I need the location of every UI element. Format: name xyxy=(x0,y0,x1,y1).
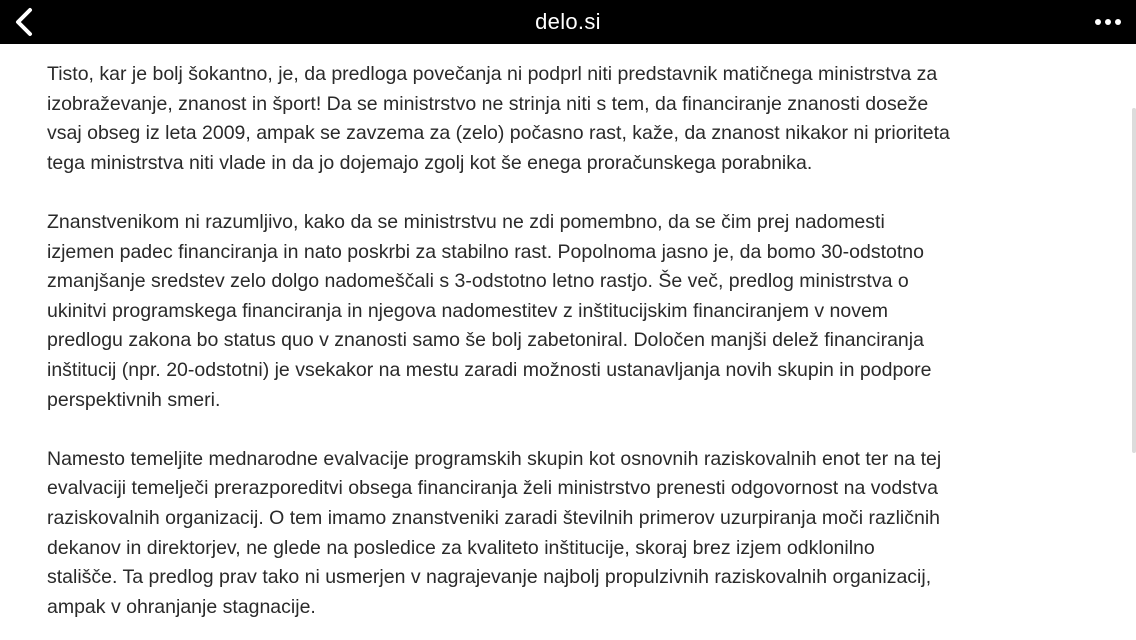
article-paragraph: Namesto temeljite mednarodne evalvacije programskih skupin kot osnovnih raziskovalnih enot ter na tej evalvaciji temelječi prerazporeditvi obsega financiranja želi ministrstvo prenesti odgovornost na vodstva raziskovalnih organizacij. O tem imamo znanstveniki zaradi številnih primerov uzurpiranja moči različnih dekanov in direktorjev, ne glede na posledice za kvaliteto inštitucije, skoraj brez izjem odklonilno stališče. Ta predlog prav tako ni usmerjen v nagrajevanje najbolj propulzivnih raziskovalnih organizacij, ampak v ohranjanje stagnacije. xyxy=(47,447,942,618)
scrollbar[interactable] xyxy=(1132,108,1136,453)
article-paragraph: Znanstvenikom ni razumljivo, kako da se ministrstvu ne zdi pomembno, da se čim prej nadomesti izjemen padec financiranja in nato poskrbi za stabilno rast. Popolnoma jasno je, da bomo 30-odstotno zmanjšanje sredstev zelo dolgo nadomeščali s 3-odstotno letno rastjo. Še več, predlog ministrstva o ukinitvi programskega financiranja in njegova nadomestitev z inštitucijskim financiranjem v novem predlogu zakona bo status quo v znanosti samo še bolj zabetoniral. Določen manjši delež financiranja inštitucij (npr. 20-odstotni) je vsekakor na mestu zaradi možnosti ustanavljanja novih skupin in podpore perspektivnih smeri. xyxy=(47,210,932,411)
browser-top-bar xyxy=(0,0,1136,44)
more-dots-icon xyxy=(1115,19,1121,25)
article-content[interactable] xyxy=(0,44,1136,640)
more-dots-icon xyxy=(1095,19,1101,25)
more-options-button[interactable] xyxy=(1080,0,1136,44)
site-title: delo.si xyxy=(535,9,601,34)
article-paragraph: Tisto, kar je bolj šokantno, je, da predloga povečanja ni podprl niti predstavnik matičnega ministrstva za izobraževanje, znanost in šport! Da se ministrstvo ne strinja niti s tem, da financiranje znanosti doseže vsaj obseg iz leta 2009, ampak se zavzema za (zelo) počasno rast, kaže, da znanost nikakor ni prioriteta tega ministrstva niti vlade in da jo dojemajo zgolj kot še enega proračunskega porabnika. xyxy=(47,63,950,174)
article-body xyxy=(47,60,1107,640)
more-dots-icon xyxy=(1105,19,1111,25)
